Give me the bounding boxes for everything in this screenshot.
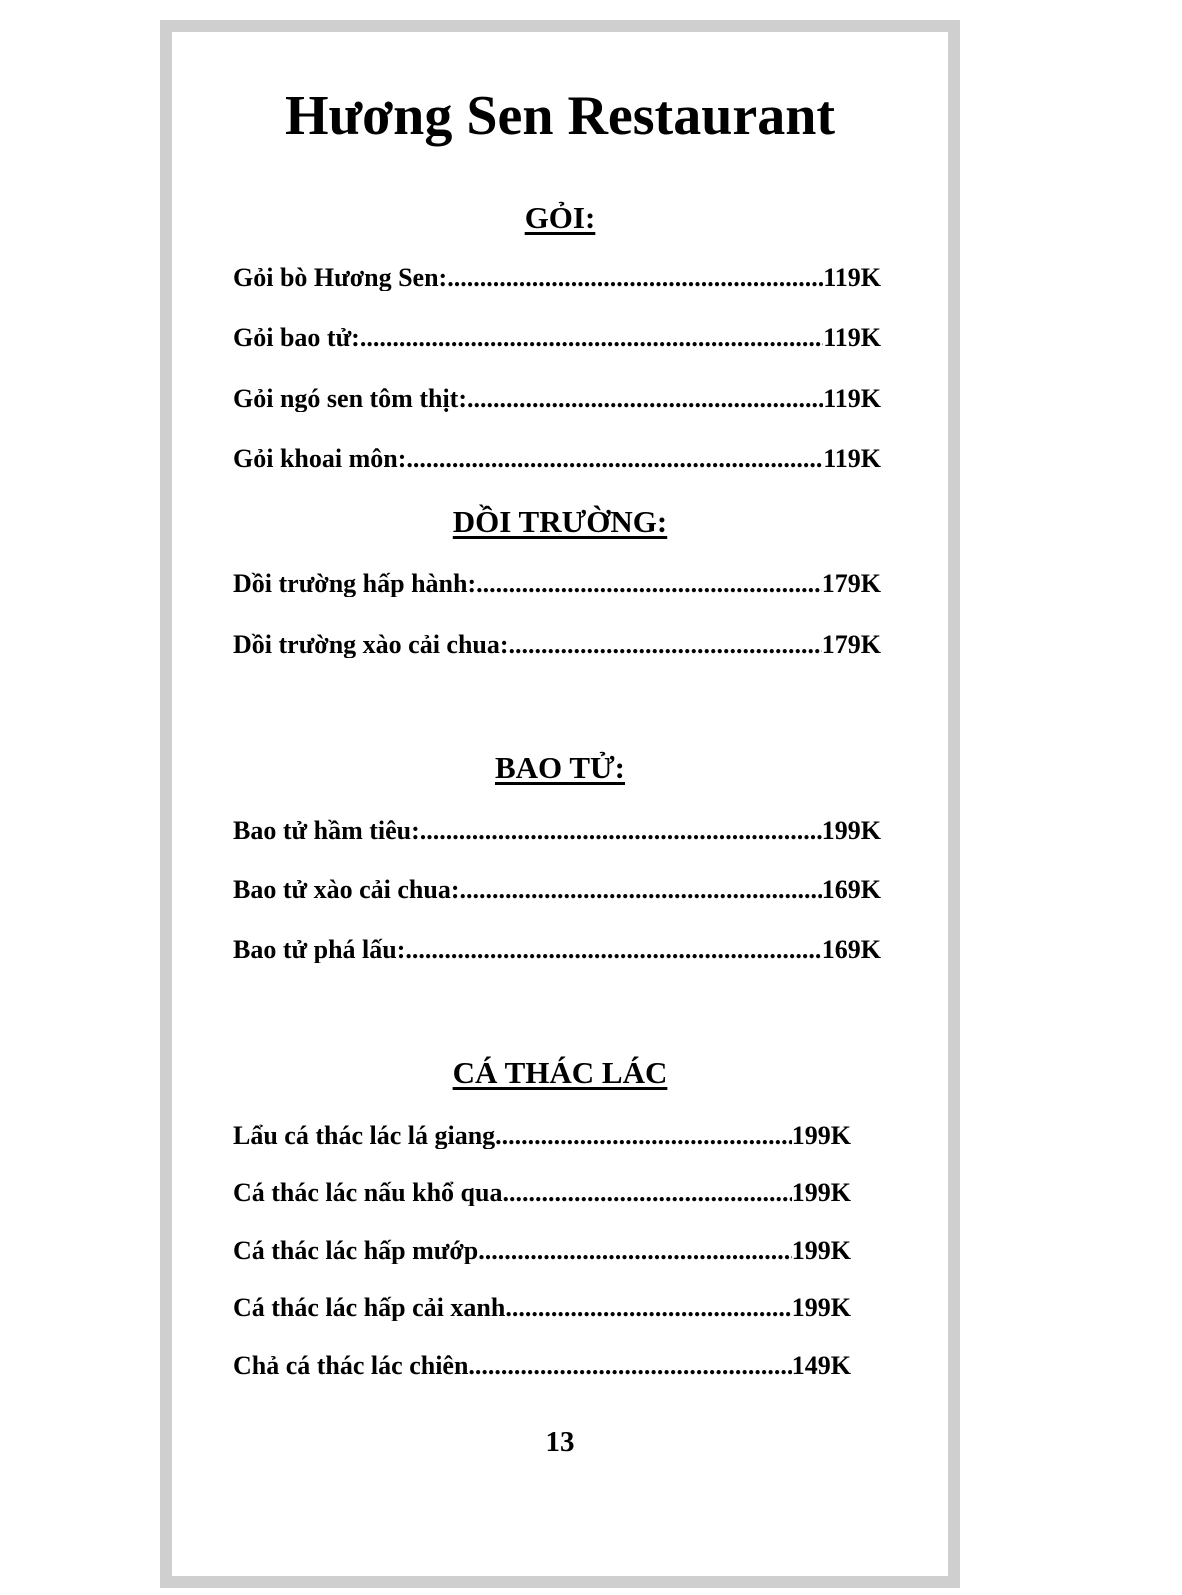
leader-dots bbox=[505, 1295, 791, 1321]
menu-item-price: 119K bbox=[823, 386, 881, 412]
menu-item bbox=[233, 818, 881, 844]
leader-dots bbox=[360, 325, 823, 351]
leader-dots bbox=[420, 818, 822, 844]
menu-item-price: 199K bbox=[791, 1295, 851, 1321]
menu-item-price: 179K bbox=[821, 571, 881, 597]
menu-item-name: Gỏi khoai môn: bbox=[233, 446, 407, 472]
menu-item-name: Cá thác lác nấu khổ qua bbox=[233, 1180, 503, 1206]
menu-item bbox=[233, 265, 881, 291]
menu-item-name: Cá thác lác hấp mướp bbox=[233, 1238, 479, 1264]
menu-item-price: 199K bbox=[821, 818, 881, 844]
menu-item-name: Bao tử xào cải chua: bbox=[233, 877, 460, 903]
leader-dots bbox=[476, 571, 822, 597]
leader-dots bbox=[468, 1353, 791, 1379]
menu-item bbox=[233, 386, 881, 412]
leader-dots bbox=[405, 937, 821, 963]
menu-item-price: 199K bbox=[791, 1180, 851, 1206]
menu-item bbox=[233, 1353, 851, 1379]
leader-dots bbox=[509, 632, 822, 658]
menu-item-name: Chả cá thác lác chiên bbox=[233, 1353, 469, 1379]
menu-item bbox=[233, 1180, 851, 1206]
menu-item-name: Gỏi bò Hương Sen: bbox=[233, 265, 448, 291]
menu-item bbox=[233, 571, 881, 597]
leader-dots bbox=[495, 1123, 792, 1149]
leader-dots bbox=[406, 446, 823, 472]
menu-item-name: Bao tử phá lấu: bbox=[233, 937, 406, 963]
menu-item bbox=[233, 1238, 851, 1264]
leader-dots bbox=[478, 1238, 792, 1264]
menu-item bbox=[233, 632, 881, 658]
menu-item bbox=[233, 1295, 851, 1321]
section-heading-doi-truong: DỒI TRƯỜNG: bbox=[452, 504, 668, 539]
menu-item bbox=[233, 1123, 851, 1149]
menu-item-price: 149K bbox=[791, 1353, 851, 1379]
menu-item-name: Gỏi bao tử: bbox=[233, 325, 360, 351]
leader-dots bbox=[467, 386, 823, 412]
menu-item-price: 199K bbox=[791, 1238, 851, 1264]
menu-item bbox=[233, 877, 881, 903]
menu-item-name: Lẩu cá thác lác lá giang bbox=[233, 1123, 496, 1149]
menu-item bbox=[233, 446, 881, 472]
menu-item-name: Dồi trường xào cải chua: bbox=[233, 632, 509, 658]
menu-item-price: 169K bbox=[821, 937, 881, 963]
menu-item-price: 119K bbox=[823, 265, 881, 291]
section-heading-ca-thac-lac: CÁ THÁC LÁC bbox=[452, 1055, 668, 1090]
menu-item bbox=[233, 325, 881, 351]
menu-item-name: Dồi trường hấp hành: bbox=[233, 571, 477, 597]
menu-item-name: Gỏi ngó sen tôm thịt: bbox=[233, 386, 467, 412]
menu-item-price: 119K bbox=[823, 325, 881, 351]
section-heading-goi: GỎI: bbox=[524, 200, 596, 235]
menu-item bbox=[233, 937, 881, 963]
menu-item-name: Cá thác lác hấp cải xanh bbox=[233, 1295, 506, 1321]
leader-dots bbox=[447, 265, 823, 291]
menu-item-price: 179K bbox=[821, 632, 881, 658]
menu-item-name: Bao tử hầm tiêu: bbox=[233, 818, 420, 844]
menu-item-price: 199K bbox=[791, 1123, 851, 1149]
section-heading-bao-tu: BAO TỬ: bbox=[494, 750, 626, 785]
menu-item-price: 169K bbox=[821, 877, 881, 903]
page-number: 13 bbox=[545, 1426, 575, 1458]
restaurant-title: Hương Sen Restaurant bbox=[285, 85, 835, 147]
leader-dots bbox=[459, 877, 821, 903]
leader-dots bbox=[502, 1180, 791, 1206]
decorative-border-inner bbox=[172, 32, 948, 1576]
menu-item-price: 119K bbox=[823, 446, 881, 472]
